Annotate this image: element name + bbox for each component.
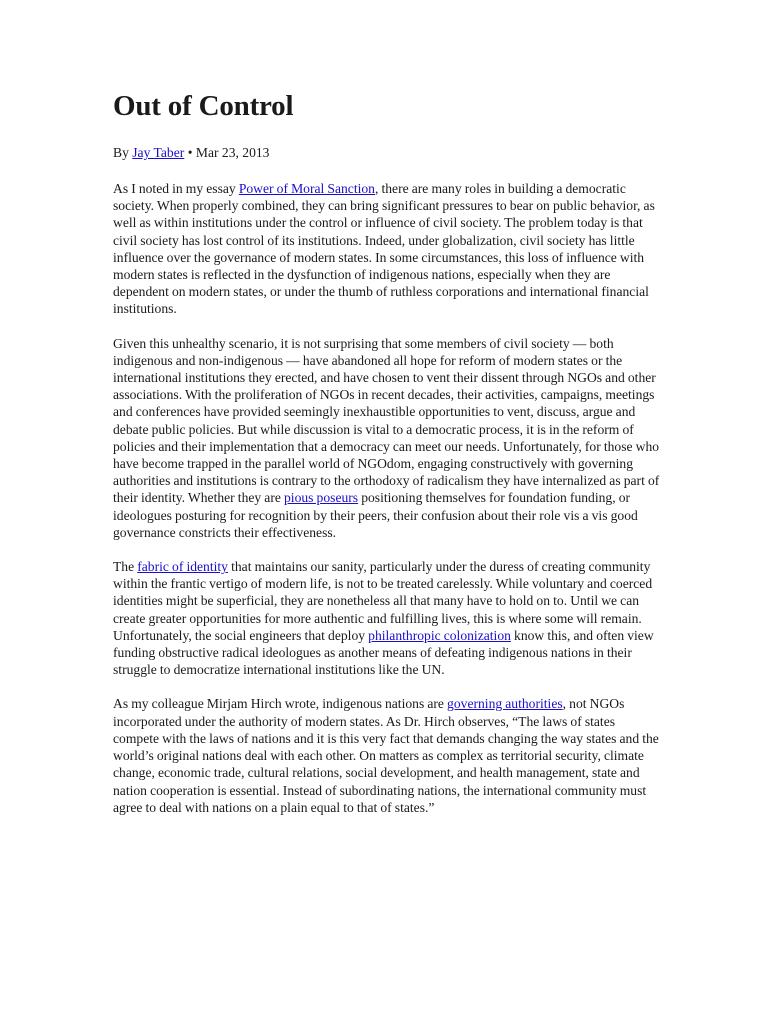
link-pious-poseurs[interactable]: pious poseurs bbox=[284, 490, 359, 506]
link-power-of-moral-sanction[interactable]: Power of Moral Sanction bbox=[238, 181, 375, 196]
paragraph-2 bbox=[113, 335, 661, 541]
paragraph-text: that maintains our sanity, particularly under the duress of creating community within the frantic vertigo of modern life, is not to be treated carelessly. While voluntary and coerced identities might be superficial, they are nonetheless all that many have to hold on to. Until we can create greater opportunities for more authentic and fulfilling lives, this is where some will remain. Unfortunately, the social engineers that deploy bbox=[113, 559, 653, 643]
paragraph-1 bbox=[113, 180, 661, 318]
link-philanthropic-colonization[interactable]: philanthropic colonization bbox=[368, 627, 511, 643]
byline-prefix: By bbox=[113, 145, 133, 160]
paragraph-text: As I noted in my essay bbox=[113, 181, 239, 196]
paragraph-text: , not NGOs incorporated under the authority of modern states. As Dr. Hirch observes, “The laws of states compete with the laws of nations and it is this very fact that demands changing the way states and the world’s original nations deal with each other. On matters as complex as territorial security, climate change, economic trade, cultural relations, social development, and health management, state and nation cooperation is essential. Instead of subordinating nations, the international community must agree to deal with nations on a plain equal to that of states.” bbox=[113, 696, 659, 815]
author-link[interactable]: Jay Taber bbox=[132, 145, 185, 160]
article-title: Out of Control bbox=[113, 90, 294, 122]
paragraph-text: As my colleague Mirjam Hirch wrote, indigenous nations are bbox=[113, 696, 448, 712]
link-governing-authorities[interactable]: governing authorities bbox=[447, 696, 563, 712]
byline-separator: • bbox=[184, 145, 196, 160]
paragraph-3 bbox=[113, 558, 661, 678]
paragraph-text: The bbox=[113, 559, 138, 575]
paragraph-text: positioning themselves for foundation funding, or ideologues posturing for recognition by their peers, their confusion about their role vis a vis good governance constricts their effectiveness. bbox=[113, 490, 638, 540]
paragraph-text: Given this unhealthy scenario, it is not surprising that some members of civil society — both indigenous and non-indigenous — have abandoned all hope for reform of modern states or the international institutions they erected, and have chosen to vent their dissent through NGOs and other associations. With the proliferation of NGOs in recent decades, their activities, campaigns, meetings and conferences have provided seemingly inexhaustible opportunities to vent, discuss, argue and debate public policies. But while discussion is vital to a democratic process, it is in the reform of policies and their implementation that a democracy can meet our needs. Unfortunately, for those who have become trapped in the parallel world of NGOdom, engaging constructively with governing authorities and institutions is contrary to the orthodoxy of radicalism they have internalized as part of their identity. Whether they are bbox=[113, 335, 660, 506]
link-fabric-of-identity[interactable]: fabric of identity bbox=[137, 559, 228, 575]
article bbox=[113, 86, 661, 816]
paragraph-text: , there are many roles in building a democratic society. When properly combined, they can bring significant pressures to bear on public behavior, as well as within institutions under the control or influence of civil society. The problem today is that civil society has lost control of its institutions. Indeed, under globalization, civil society has little influence over the governance of modern states. In some circumstances, this loss of influence with modern states is reflected in the dysfunction of indigenous nations, especially when they are dependent on modern states, or under the thumb of ruthless corporations and international financial institutions. bbox=[113, 181, 655, 317]
paragraph-4 bbox=[113, 695, 661, 815]
paragraph-text: know this, and often view funding obstructive radical ideologues as another means of defeating indigenous nations in their struggle to democratize international institutions like the UN. bbox=[113, 627, 654, 678]
byline bbox=[113, 144, 661, 161]
publish-date: Mar 23, 2013 bbox=[195, 145, 270, 160]
